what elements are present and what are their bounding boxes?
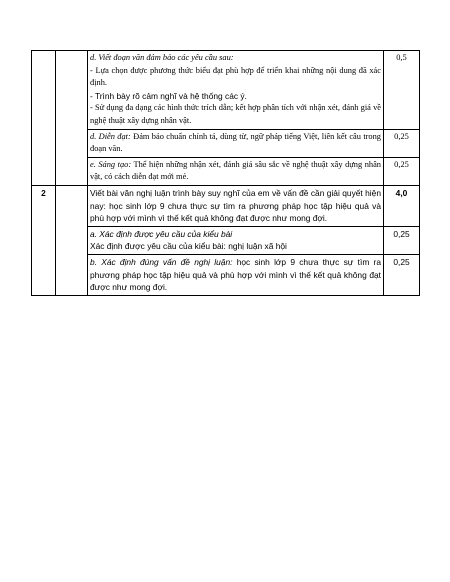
score-cell: 0,25	[384, 254, 420, 295]
criteria-cell	[88, 254, 384, 295]
criteria-label: b. Xác định đúng vấn đề nghị luận:	[90, 256, 233, 267]
criteria-cell	[88, 51, 384, 130]
score-cell: 0,25	[384, 157, 420, 185]
score-cell: 0,5	[384, 51, 420, 130]
criteria-label: d. Diễn đạt:	[90, 131, 131, 141]
question-number-cell	[32, 51, 56, 186]
question-cell: Viết bài văn nghị luận trình bày suy nghĩ của em về vấn đề cần giải quyết hiện nay: học sinh lớp 9 chưa thực sự tìm ra phương pháp học tập hiệu quả và phù hợp với mình vì thế kết quả không đạt được như mong đợi.	[88, 185, 384, 226]
table-row	[32, 51, 420, 130]
criteria-line: - Sử dụng đa dạng các hình thức trích dẫn; kết hợp phân tích với nhận xét, đánh giá về nghệ thuật xây dựng nhân vật.	[90, 103, 381, 125]
criteria-text: Đảm bảo chuẩn chính tả, dùng từ, ngữ pháp tiếng Việt, liên kết câu trong đoạn văn.	[90, 131, 381, 154]
table-row	[32, 226, 420, 254]
criteria-label: a. Xác định được yêu cầu của kiểu bài	[90, 228, 233, 239]
criteria-line: - Lựa chọn được phương thức biểu đạt phù hợp để triển khai những nội dung đã xác định.	[90, 65, 381, 88]
criteria-text: học sinh lớp 9 chưa thực sự tìm ra phương pháp học tập hiệu quả và phù hợp với mình vì thế kết quả không đạt được như mong đợi.	[90, 256, 381, 293]
criteria-text: Xác định được yêu cầu của kiểu bài: nghị luận xã hội	[90, 241, 287, 252]
part-cell	[56, 185, 88, 295]
score-cell: 4,0	[384, 185, 420, 226]
table-row	[32, 185, 420, 226]
table-row	[32, 157, 420, 185]
criteria-heading: d. Viết đoạn văn đảm bảo các yêu cầu sau:	[90, 53, 234, 62]
part-cell	[56, 51, 88, 186]
criteria-cell	[88, 226, 384, 254]
criteria-label: e. Sáng tạo:	[90, 159, 132, 169]
grading-table	[31, 50, 420, 296]
criteria-text: Thể hiện những nhận xét, đánh giá sâu sắc về nghệ thuật xây dựng nhân vật, có cách diễn đạt mới mẻ.	[90, 159, 381, 182]
score-cell: 0,25	[384, 129, 420, 157]
criteria-line: - Trình bày rõ cảm nghĩ và hệ thống các ý.	[90, 90, 247, 101]
criteria-cell	[88, 129, 384, 157]
table-row	[32, 129, 420, 157]
score-cell: 0,25	[384, 226, 420, 254]
question-number-cell: 2	[32, 185, 56, 295]
table-row	[32, 254, 420, 295]
criteria-cell	[88, 157, 384, 185]
